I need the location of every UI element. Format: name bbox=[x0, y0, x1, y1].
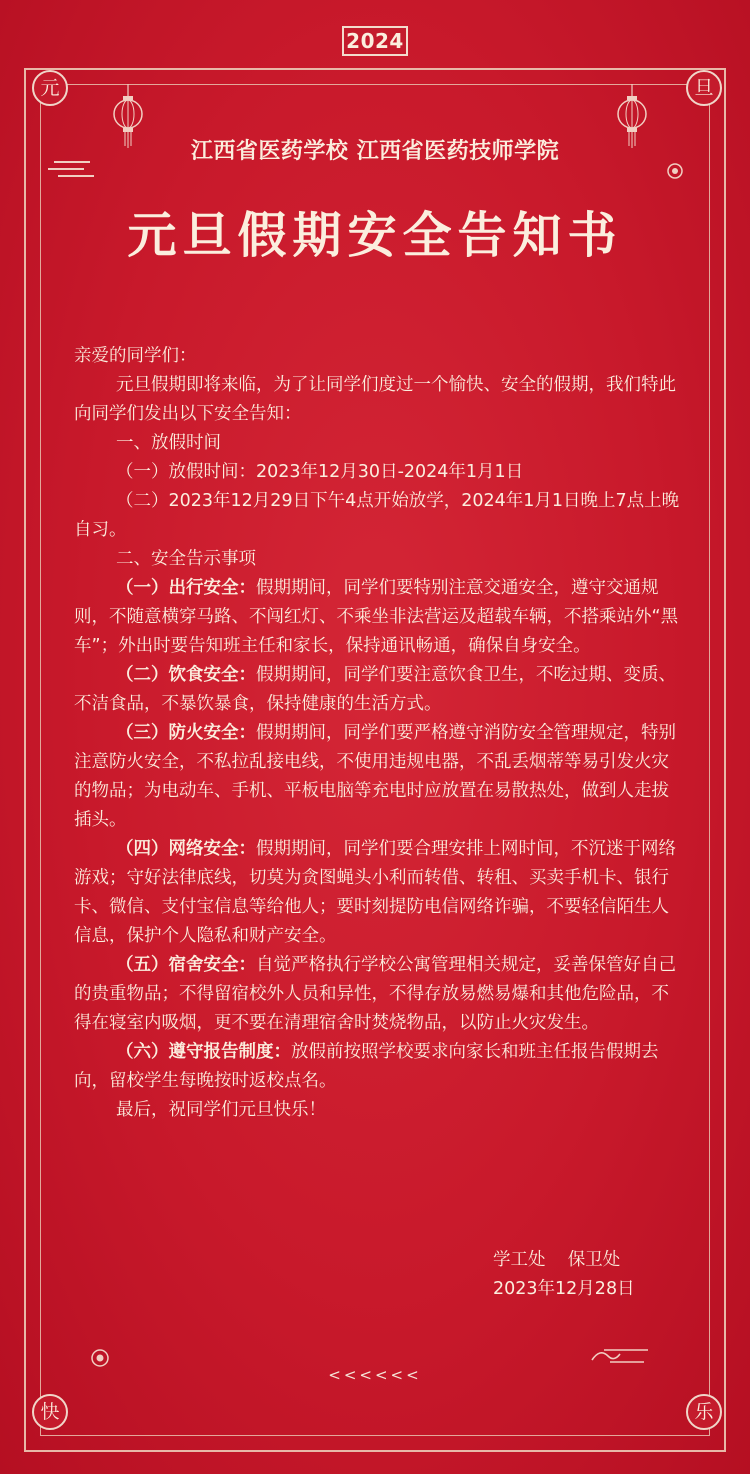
issue-date: 2023年12月28日 bbox=[493, 1279, 635, 1299]
year-badge: 2024 bbox=[342, 26, 408, 56]
signature-block bbox=[493, 1246, 635, 1304]
page-title: 元旦假期安全告知书 bbox=[127, 207, 623, 264]
safety-item-fire bbox=[74, 719, 684, 835]
corner-char-bottom-right: 乐 bbox=[686, 1394, 722, 1430]
safety-item-text: 假期期间，同学们要注意饮食卫生，不吃过期、变质、不洁食品，不暴饮暴食，保持健康的生活方式。 bbox=[74, 665, 676, 714]
safety-item-travel bbox=[74, 574, 684, 661]
safety-item-text: 假期期间，同学们要合理安排上网时间，不沉迷于网络游戏；守好法律底线，切莫为贪图蝇头小利而转借、转租、买卖手机卡、银行卡、微信、支付宝信息等给他人；要时刻提防电信网络诈骗，不要轻信陌生人信息，保护个人隐私和财产安全。 bbox=[74, 839, 676, 946]
safety-item-label: （一）出行安全： bbox=[116, 578, 256, 598]
school-names: 江西省医药学校 江西省医药技师学院 bbox=[190, 139, 560, 164]
safety-item-food bbox=[74, 661, 684, 719]
corner-char-top-left: 元 bbox=[32, 70, 68, 106]
letter-body bbox=[74, 342, 684, 1125]
safety-item-label: （二）饮食安全： bbox=[116, 665, 256, 685]
wave-ornament-icon bbox=[590, 1344, 650, 1366]
intro-paragraph: 元旦假期即将来临，为了让同学们度过一个愉快、安全的假期，我们特此向同学们发出以下安全告知： bbox=[74, 375, 676, 424]
dismissal-time-item: （二）2023年12月29日下午4点开始放学，2024年1月1日晚上7点上晚自习。 bbox=[74, 491, 680, 540]
safety-item-text: 自觉严格执行学校公寓管理相关规定，妥善保管好自己的贵重物品；不得留宿校外人员和异性，不得存放易燃易爆和其他危险品，不得在寝室内吸烟，更不要在清理宿舍时焚烧物品，以防止火灾发生。 bbox=[74, 955, 676, 1033]
safety-item-text: 假期期间，同学们要特别注意交通安全，遵守交通规则，不随意横穿马路、不闯红灯、不乘坐非法营运及超载车辆，不搭乘站外“黑车”；外出时要告知班主任和家长，保持通讯畅通，确保自身安全。 bbox=[74, 578, 679, 656]
safety-item-text: 放假前按照学校要求向家长和班主任报告假期去向，留校学生每晚按时返校点名。 bbox=[74, 1042, 659, 1091]
greeting: 亲爱的同学们： bbox=[74, 346, 197, 366]
holiday-time-item: （一）放假时间：2023年12月30日-2024年1月1日 bbox=[116, 462, 524, 482]
safety-item-dormitory bbox=[74, 951, 684, 1038]
section-heading: 一、放假时间 bbox=[116, 433, 221, 453]
safety-item-label: （五）宿舍安全： bbox=[116, 955, 256, 975]
section-heading: 二、安全告示事项 bbox=[116, 549, 256, 569]
closing-line: 最后，祝同学们元旦快乐！ bbox=[116, 1100, 326, 1120]
safety-item-label: （三）防火安全： bbox=[116, 723, 256, 743]
corner-char-bottom-left: 快 bbox=[32, 1394, 68, 1430]
issuing-departments: 学工处 保卫处 bbox=[493, 1250, 621, 1270]
safety-item-text: 假期期间，同学们要严格遵守消防安全管理规定，特别注意防火安全，不私拉乱接电线，不使用违规电器，不乱丢烟蒂等易引发火灾的物品；为电动车、手机、平板电脑等充电时应放置在易散热处，做到人走拔插头。 bbox=[74, 723, 676, 830]
scroll-arrows: <<<<<< bbox=[328, 1366, 422, 1384]
corner-char-top-right: 旦 bbox=[686, 70, 722, 106]
flower-ornament-icon bbox=[90, 1348, 110, 1368]
safety-item-network bbox=[74, 835, 684, 951]
safety-item-label: （六）遵守报告制度： bbox=[116, 1042, 291, 1062]
safety-item-label: （四）网络安全： bbox=[116, 839, 256, 859]
safety-item-reporting bbox=[74, 1038, 684, 1096]
